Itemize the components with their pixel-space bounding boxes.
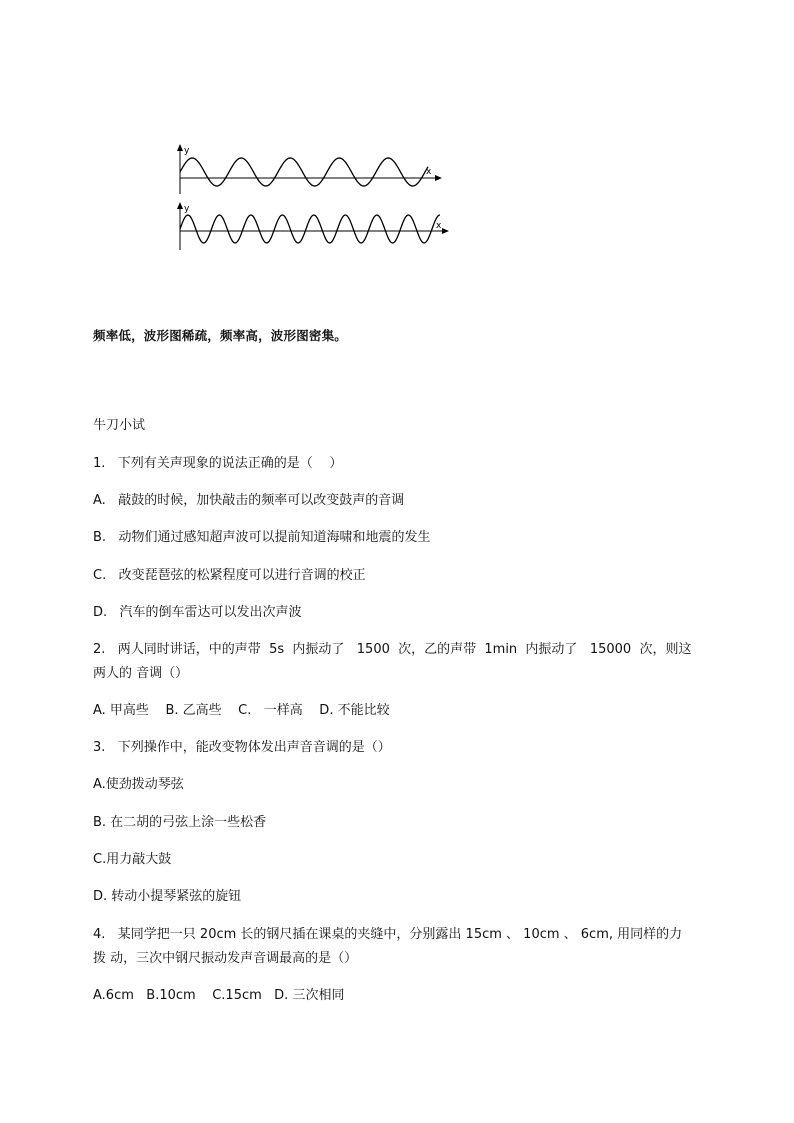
- waveform-svg: [170, 142, 460, 257]
- bottom-y-label: y: [184, 204, 190, 214]
- bottom-x-label: x: [436, 221, 442, 231]
- question-2-stem-line1: 2. 两人同时讲话，中的声带 5s 内振动了 1500 次，乙的声带 1min 内振动了 15000 次，则这: [93, 642, 692, 657]
- question-1-option-c: C. 改变琵琶弦的松紧程度可以进行音调的校正: [93, 568, 366, 583]
- top-x-label: x: [426, 167, 432, 177]
- question-3-stem: 3. 下列操作中，能改变物体发出声音音调的是（）: [93, 740, 391, 755]
- frequency-note: 频率低，波形图稀疏，频率高，波形图密集。: [93, 328, 348, 343]
- waveform-figure: [170, 142, 460, 257]
- top-x-arrow: [435, 175, 442, 181]
- bottom-y-arrow: [177, 202, 183, 209]
- question-2-stem-line2: 两人的 音调（）: [93, 666, 189, 681]
- question-3-option-d: D. 转动小提琴紧弦的旋钮: [93, 889, 242, 904]
- question-1-option-b: B. 动物们通过感知超声波可以提前知道海啸和地震的发生: [93, 530, 431, 545]
- question-4-stem-line1: 4. 某同学把一只 20cm 长的钢尺插在课桌的夹缝中，分别露出 15cm 、 10cm 、 6cm, 用同样的力: [93, 927, 683, 942]
- high-frequency-wave: [180, 215, 440, 243]
- top-y-arrow: [177, 144, 183, 151]
- question-3-option-a: A.使劲拨动琴弦: [93, 777, 184, 792]
- question-4-options: A.6cm B.10cm C.15cm D. 三次相同: [93, 988, 345, 1003]
- top-y-label: y: [184, 146, 190, 156]
- question-2-options: A. 甲高些 B. 乙高些 C. 一样高 D. 不能比较: [93, 703, 390, 718]
- section-title: 牛刀小试: [93, 418, 146, 433]
- question-1-option-a: A. 敲鼓的时候，加快敲击的频率可以改变鼓声的音调: [93, 493, 405, 508]
- question-4-stem-line2: 拨 动，三次中钢尺振动发声音调最高的是（）: [93, 951, 358, 966]
- bottom-x-arrow: [442, 228, 449, 234]
- low-frequency-wave: [180, 158, 428, 186]
- question-3-option-b: B. 在二胡的弓弦上涂一些松香: [93, 815, 267, 830]
- question-1-stem: 1. 下列有关声现象的说法正确的是（ ）: [93, 456, 343, 471]
- question-3-option-c: C.用力敲大鼓: [93, 852, 172, 867]
- question-1-option-d: D. 汽车的倒车雷达可以发出次声波: [93, 605, 302, 620]
